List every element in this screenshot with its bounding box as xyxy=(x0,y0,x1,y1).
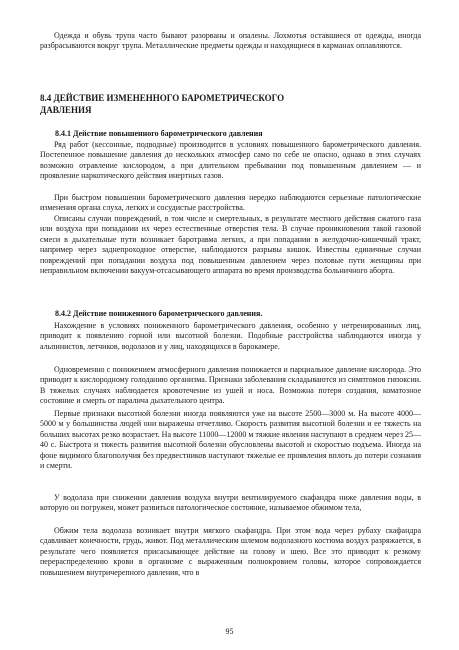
paragraph-diver-squeeze: У водолаза при снижении давления воздуха внутри вентилируемого скафандра ниже давления воды, в которую он погружен, может развиться патологическое состояние, называемое обжимом тела, xyxy=(40,493,421,513)
paragraph-oxygen-partial-pressure: Одновременно с понижением атмосферного давления понижается и парциальное давление кислорода. Это приводит к кислородному голоданию организма. Признаки заболевания складываются из симптомов гипоксии. В тяжелых случаях наблюдается кровотечение из ушей и носа. Возможна потеря создания, коматозное состояние и смерть от паралича дыхательного центра. xyxy=(40,365,421,406)
paragraph-caisson-work: Ряд работ (кессонные, подводные) производится в условиях повышенного барометрического давления. Постепенное повышение давления до нескольких атмосфер само по себе не опасно, однако в этих случаях возможно отравление кислородом, а при длительном пребывании под повышенным давлением — и проявление наркотического действия инертных газов. xyxy=(40,140,421,181)
subsection-title-decreased-pressure: 8.4.2 Действие пониженного барометрического давления. xyxy=(55,309,263,318)
section-title: 8.4 ДЕЙСТВИЕ ИЗМЕНЕННОГО БАРОМЕТРИЧЕСКОГО ДАВЛЕНИЯ xyxy=(40,93,285,115)
paragraph-first-signs: Первые признаки высотной болезни иногда появляются уже на высоте 2500—3000 м. На высоте 4000—5000 м у большинства людей они выражены отчетливо. Скорость развития высотной болезни и ее тяжесть на больших высотах резко возрастает. На высоте 11000—12000 м тяжкие явления наступают в среднем через 25—40 с. Быстрота и тяжесть развития высотной болезни обусловлены высотой и скоростью подъема. Иногда на фоне видимого благополучия без предвестников наступают тяжелые ее проявления вплоть до потери сознания и смерти. xyxy=(40,409,421,471)
subsection-title-increased-pressure: 8.4.1 Действие повышенного барометрического давления xyxy=(55,129,263,138)
paragraph-altitude-sickness: Нахождение в условиях пониженного барометрического давления, особенно у нетренированных лиц, приводит к появлению горной или высотной болезни. Подобные расстройства наблюдаются иногда у альпинистов, летчиков, водолазов и у лиц, находящихся в барокамере. xyxy=(40,321,421,351)
paragraph-squeeze-description: Обжим тела водолаза возникает внутри мягкого скафандра. При этом вода через рубаху скафандра сдавливает конечности, грудь, живот. Под металлическим шлемом водолазного костюма воздух разряжается, в результате чего появляется присасывающее действие на голову и шею. Все это приводит к резкому перераспределению крови в организме с выраженным полнокровием головы, которое сопровождается повышением внутричерепного давления, что в xyxy=(40,526,421,577)
paragraph-rapid-increase: При быстром повышении барометрического давления нередко наблюдаются серьезные патологические изменения органа слуха, легких и сосудистые расстройства. xyxy=(40,193,421,213)
paragraph-compressed-gas-injuries: Описаны случаи повреждений, в том числе и смертельных, в результате местного действия сжатого газа или воздуха при попадании их через естественные отверстия тела. В случае проникновения такой газовой смеси в дыхательные пути возникает баротравма легких, а при попадании в желудочно-кишечный тракт, например через заднепроходное отверстие, наблюдаются разрывы кишок. Известны единичные случаи повреждений при попадании воздуха под повышенным давлением через половые пути женщины при неправильном включении вакуум-отсасывающего аппарата во время производства больничного аборта. xyxy=(40,214,421,276)
page-number: 95 xyxy=(225,627,234,636)
paragraph-clothing: Одежда и обувь трупа часто бывают разорваны и опалены. Лохмотья оставшиеся от одежды, иногда разбрасываются вокруг трупа. Металлические предметы одежды и находящиеся в карманах оплавляются. xyxy=(40,31,421,51)
